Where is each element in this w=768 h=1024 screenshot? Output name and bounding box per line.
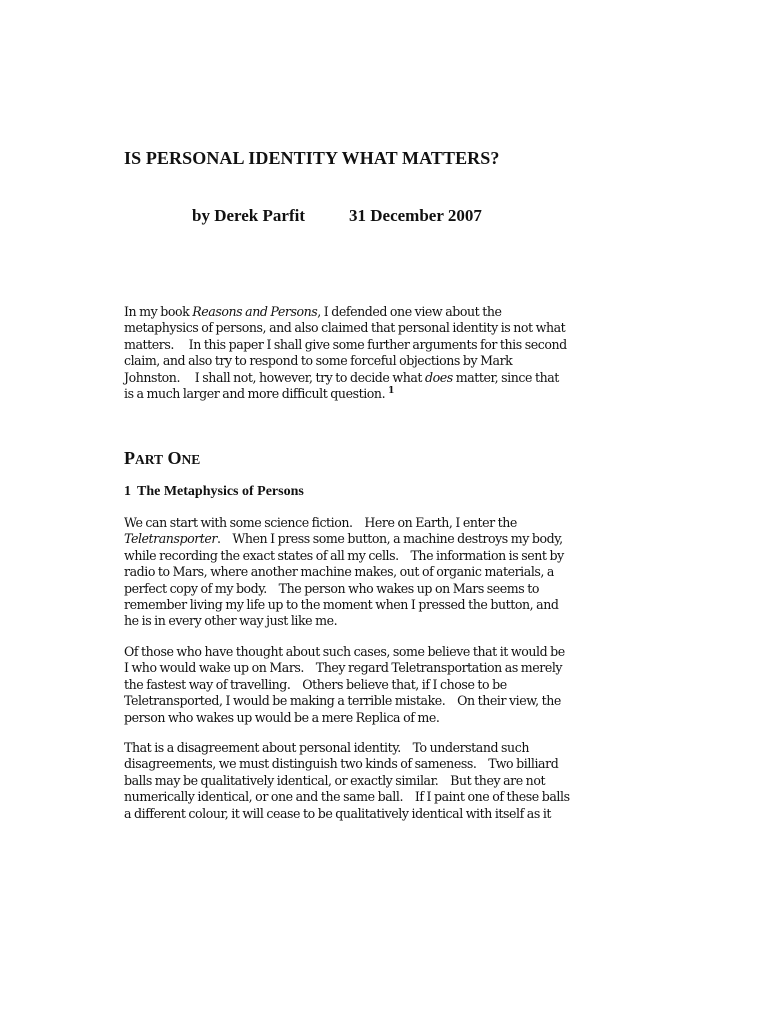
text-line: Teletransporter. When I press some button, a machine destroys my body, (124, 531, 563, 547)
body-paragraph-2 (124, 644, 644, 726)
author: by Derek Parfit (192, 206, 305, 225)
text-line: That is a disagreement about personal identity. To understand such (124, 740, 529, 755)
text-line: numerically identical, or one and the same ball. If I paint one of these balls (124, 789, 570, 805)
text-line: disagreements, we must distinguish two kinds of sameness. Two billiard (124, 756, 559, 772)
part-first-letter: P (124, 448, 135, 468)
paper-title: IS PERSONAL IDENTITY WHAT MATTERS? (124, 148, 500, 168)
text-line: matters. In this paper I shall give some further arguments for this second (124, 336, 567, 352)
text-line: balls may be qualitatively identical, or exactly similar. But they are not (124, 772, 546, 788)
text-line: remember living my life up to the moment when I pressed the button, and (124, 597, 559, 613)
publication-date: 31 December 2007 (349, 206, 482, 225)
text-line: I who would wake up on Mars. They regard Teletransportation as merely (124, 660, 563, 676)
text-line: In my book Reasons and Persons, I defended one view about the (124, 304, 502, 319)
abstract-paragraph (124, 304, 644, 402)
part-number-first-letter: O (167, 448, 182, 468)
text-line: We can start with some science fiction. Here on Earth, I enter the (124, 515, 517, 530)
byline (192, 206, 482, 226)
footnote-marker[interactable]: 1 (388, 386, 394, 397)
part-number-rest: NE (181, 452, 201, 467)
text-line: perfect copy of my body. The person who wakes up on Mars seems to (124, 580, 540, 596)
text-line: he is in every other way just like me. (124, 613, 338, 629)
italic-text: Teletransporter (124, 531, 217, 547)
text-line: claim, and also try to respond to some forceful objections by Mark (124, 353, 513, 369)
text-line: metaphysics of persons, and also claimed that personal identity is not what (124, 320, 566, 336)
italic-text: does (424, 369, 453, 385)
section-title: The Metaphysics of Persons (137, 484, 304, 499)
text-line: while recording the exact states of all my cells. The information is sent by (124, 547, 564, 563)
text-line: Teletransported, I would be making a terrible mistake. On their view, the (124, 693, 561, 709)
text-line: radio to Mars, where another machine makes, out of organic materials, a (124, 564, 554, 580)
italic-text: Reasons and Persons (192, 304, 318, 319)
section-number: 1 (124, 484, 131, 499)
text-line: a different colour, it will cease to be qualitatively identical with itself as it (124, 805, 552, 821)
text-line: Of those who have thought about such cases, some believe that it would be (124, 644, 565, 659)
section-heading (124, 484, 304, 500)
body-paragraph-1 (124, 515, 644, 630)
part-heading (124, 448, 200, 469)
part-rest: ART (135, 452, 164, 467)
text-line: person who wakes up would be a mere Replica of me. (124, 709, 440, 725)
body-paragraph-3 (124, 740, 644, 822)
text-line: is a much larger and more difficult question. $^1$ (124, 386, 394, 402)
text-line: the fastest way of travelling. Others believe that, if I chose to be (124, 676, 507, 692)
text-line: Johnston. I shall not, however, try to decide what does matter, since that (124, 369, 559, 385)
